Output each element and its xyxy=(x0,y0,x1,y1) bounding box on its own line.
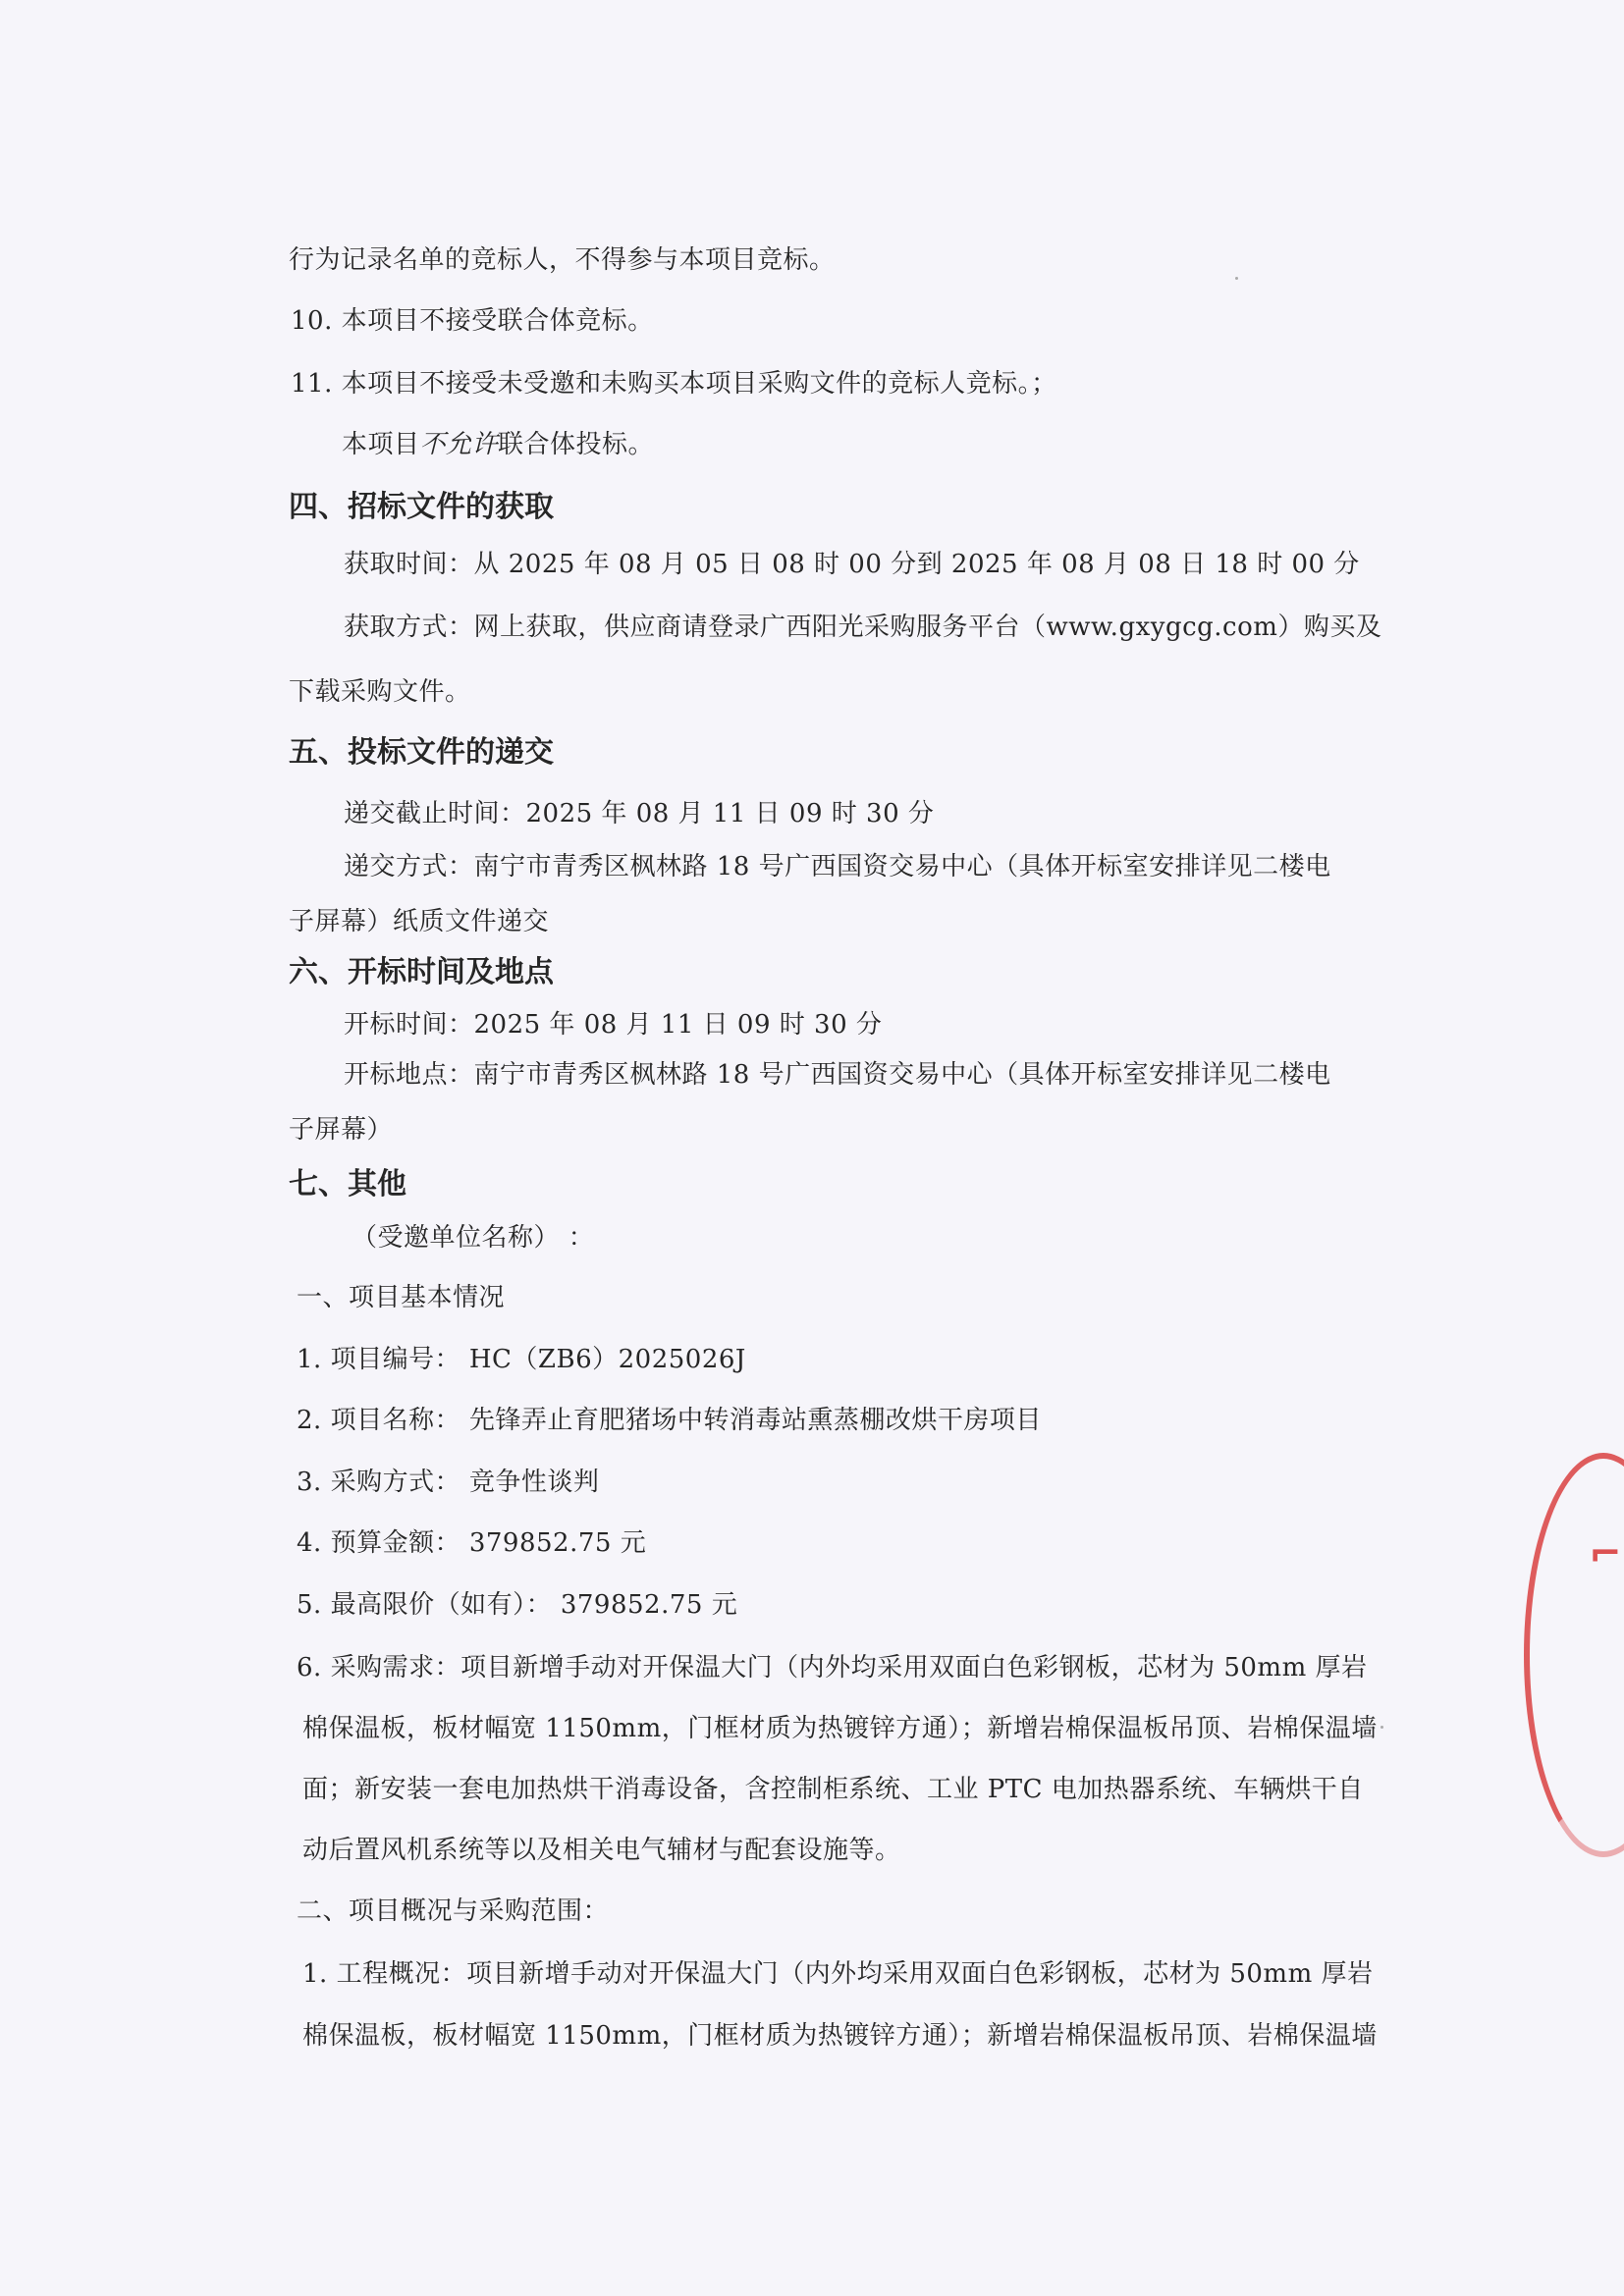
list-item-11: 11. 本项目不接受未受邀和未购买本项目采购文件的竞标人竞标。； xyxy=(291,369,1057,399)
official-seal-fragment xyxy=(1524,1453,1624,1857)
section-heading-5: 五、投标文件的递交 xyxy=(289,735,554,770)
section-heading-6: 六、开标时间及地点 xyxy=(289,955,554,989)
consortium-note-emphasis: 不允许 xyxy=(419,430,499,459)
seal-mark: ⌐ xyxy=(1589,1531,1622,1576)
text-line: 开标时间：2025 年 08 月 11 日 09 时 30 分 xyxy=(344,1010,883,1040)
subheading: 一、项目基本情况 xyxy=(297,1283,506,1312)
list-item: 6. 采购需求：项目新增手动对开保温大门（内外均采用双面白色彩钢板，芯材为 50mm 厚岩 xyxy=(297,1653,1368,1682)
text-line: 面；新安装一套电加热烘干消毒设备，含控制柜系统、工业 PTC 电加热器系统、车辆烘干自 xyxy=(302,1775,1364,1804)
text-line: 递交方式：南宁市青秀区枫林路 18 号广西国资交易中心（具体开标室安排详见二楼电 xyxy=(344,852,1331,881)
list-item-10: 10. 本项目不接受联合体竞标。 xyxy=(291,306,654,336)
text-line: 递交截止时间：2025 年 08 月 11 日 09 时 30 分 xyxy=(344,799,935,828)
list-item: 2. 项目名称： 先锋弄止育肥猪场中转消毒站熏蒸棚改烘干房项目 xyxy=(297,1406,1042,1435)
consortium-note-prefix: 本项目 xyxy=(342,430,420,459)
scan-speck xyxy=(1380,1726,1383,1729)
list-item: 3. 采购方式： 竞争性谈判 xyxy=(297,1468,600,1497)
text-line: 子屏幕） xyxy=(289,1115,394,1145)
list-item: 5. 最高限价（如有）： 379852.75 元 xyxy=(297,1590,738,1620)
text-line: 获取方式：网上获取，供应商请登录广西阳光采购服务平台（www.gxygcg.com）购买及 xyxy=(344,613,1382,642)
list-item: 1. 工程概况：项目新增手动对开保温大门（内外均采用双面白色彩钢板，芯材为 50mm 厚岩 xyxy=(302,1959,1374,1989)
text-line: 棉保温板，板材幅宽 1150mm，门框材质为热镀锌方通）；新增岩棉保温板吊顶、岩棉保温墙 xyxy=(302,2021,1378,2051)
text-line: 动后置风机系统等以及相关电气辅材与配套设施等。 xyxy=(302,1836,901,1865)
text-line: 获取时间：从 2025 年 08 月 05 日 08 时 00 分到 2025 年 08 月 08 日 18 时 00 分 xyxy=(344,550,1360,579)
subheading: 二、项目概况与采购范围： xyxy=(297,1896,610,1926)
text-line: 行为记录名单的竞标人，不得参与本项目竞标。 xyxy=(289,245,836,275)
list-item: 1. 项目编号： HC（ZB6）2025026J xyxy=(297,1345,746,1374)
section-heading-4: 四、招标文件的获取 xyxy=(289,490,554,524)
section-heading-7: 七、其他 xyxy=(289,1167,406,1201)
text-line: 子屏幕）纸质文件递交 xyxy=(289,907,550,936)
text-line: 开标地点：南宁市青秀区枫林路 18 号广西国资交易中心（具体开标室安排详见二楼电 xyxy=(344,1060,1331,1090)
text-line: 下载采购文件。 xyxy=(289,677,471,707)
text-line: 棉保温板，板材幅宽 1150mm，门框材质为热镀锌方通）；新增岩棉保温板吊顶、岩棉保温墙 xyxy=(302,1714,1378,1743)
scan-speck xyxy=(1235,277,1238,280)
consortium-note-suffix: 联合体投标。 xyxy=(498,430,655,459)
consortium-note xyxy=(342,428,654,461)
list-item: 4. 预算金额： 379852.75 元 xyxy=(297,1528,647,1558)
addressee-line: （受邀单位名称） ： xyxy=(352,1223,595,1253)
